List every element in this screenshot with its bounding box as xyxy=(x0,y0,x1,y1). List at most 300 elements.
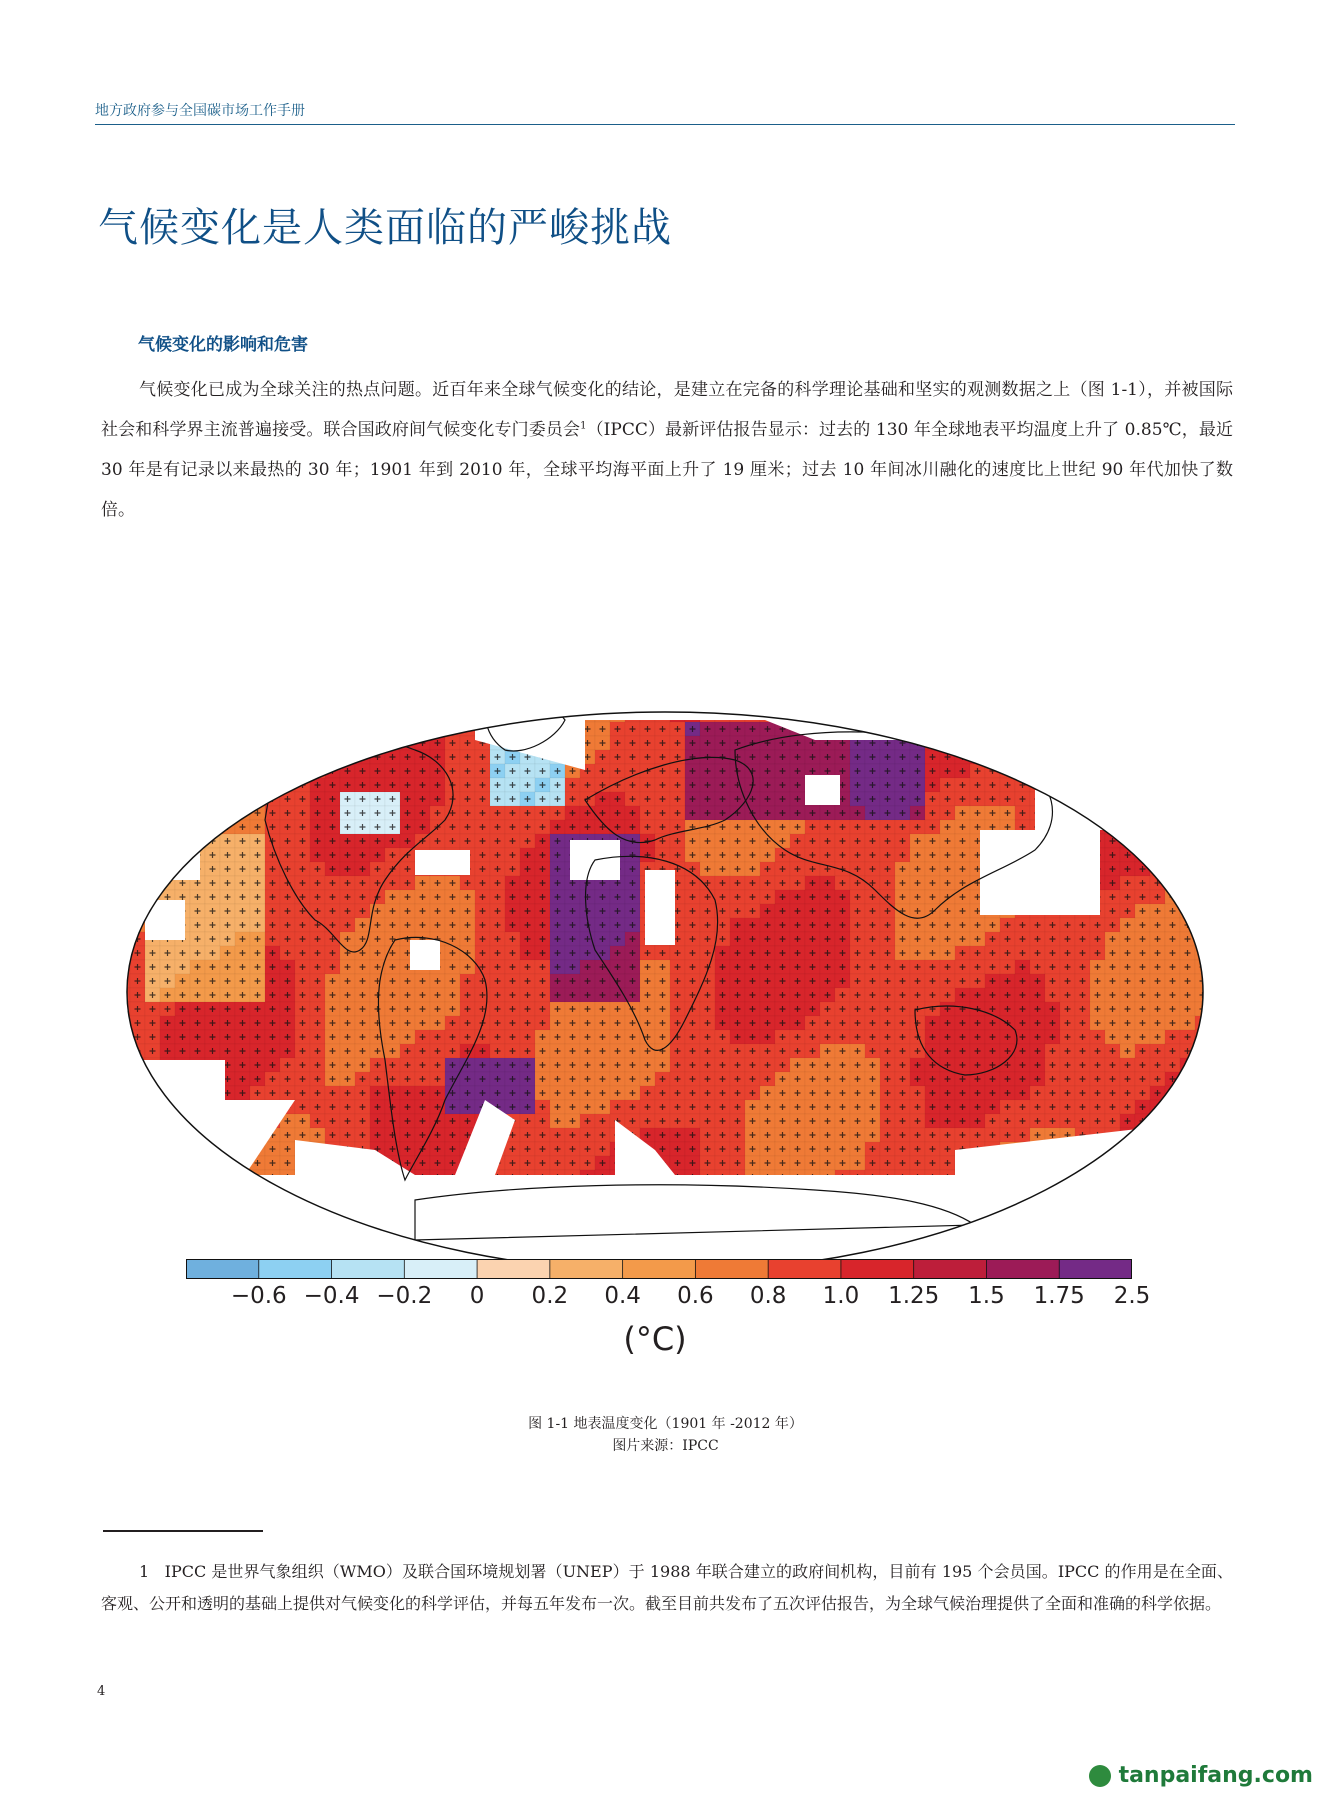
map-cell xyxy=(355,1240,370,1254)
map-cell xyxy=(700,680,715,694)
map-cell xyxy=(730,694,745,708)
map-cell xyxy=(1180,750,1195,764)
map-cell xyxy=(1180,862,1195,876)
map-cell xyxy=(1210,722,1215,736)
map-cell xyxy=(1120,1184,1135,1198)
map-cell xyxy=(325,736,340,750)
map-cell xyxy=(475,708,490,722)
map-cell xyxy=(625,694,640,708)
map-cell xyxy=(115,764,130,778)
map-cell xyxy=(220,1198,235,1212)
map-cell xyxy=(1210,834,1215,848)
map-cell xyxy=(265,680,280,694)
map-cell xyxy=(265,750,280,764)
map-cell xyxy=(1195,708,1210,722)
map-cell xyxy=(400,708,415,722)
map-cell xyxy=(355,722,370,736)
map-cell xyxy=(670,680,685,694)
map-cell xyxy=(1075,1198,1090,1212)
map-cell xyxy=(820,708,835,722)
map-cell xyxy=(1120,694,1135,708)
map-cell xyxy=(1210,988,1215,1002)
map-cell xyxy=(385,708,400,722)
map-cell xyxy=(145,680,160,694)
map-cell xyxy=(1165,764,1180,778)
map-cell xyxy=(1030,722,1045,736)
map-cell xyxy=(1060,764,1075,778)
map-cell xyxy=(295,1212,310,1226)
map-cell xyxy=(1105,764,1120,778)
map-cell xyxy=(190,1212,205,1226)
map-cell xyxy=(1150,1254,1165,1268)
map-cell xyxy=(445,680,460,694)
map-cell xyxy=(1195,792,1210,806)
map-cell xyxy=(325,694,340,708)
map-cell xyxy=(1135,1142,1150,1156)
map-cell xyxy=(265,764,280,778)
map-cell xyxy=(835,694,850,708)
map-cell xyxy=(1150,722,1165,736)
map-cell xyxy=(550,694,565,708)
map-cell xyxy=(1000,694,1015,708)
map-cell xyxy=(460,708,475,722)
leaf-logo-icon xyxy=(1089,1765,1111,1787)
map-cell xyxy=(1210,680,1215,694)
map-cell xyxy=(220,708,235,722)
legend-tick-label: 1.75 xyxy=(1033,1283,1085,1309)
map-cell xyxy=(205,1226,220,1240)
map-cell xyxy=(325,708,340,722)
legend-tick-label: 2.5 xyxy=(1113,1283,1151,1309)
map-cell xyxy=(235,722,250,736)
map-cell xyxy=(310,722,325,736)
map-cell xyxy=(1135,708,1150,722)
map-cell xyxy=(1075,708,1090,722)
map-cell xyxy=(1030,750,1045,764)
legend-unit: (°C) xyxy=(623,1320,687,1358)
map-cell xyxy=(1210,764,1215,778)
map-cell xyxy=(235,778,250,792)
map-cell xyxy=(1120,792,1135,806)
map-cell xyxy=(1195,1212,1210,1226)
map-cell xyxy=(1210,792,1215,806)
map-cell xyxy=(970,694,985,708)
map-cell xyxy=(415,708,430,722)
map-cell xyxy=(490,694,505,708)
map-cell xyxy=(1180,1142,1195,1156)
map-cell xyxy=(1195,862,1210,876)
map-cell xyxy=(1150,736,1165,750)
map-cell xyxy=(175,1198,190,1212)
map-cell xyxy=(175,1212,190,1226)
map-cell xyxy=(250,792,265,806)
map-cell xyxy=(1165,694,1180,708)
map-cell xyxy=(1030,764,1045,778)
map-cell xyxy=(970,1226,985,1240)
map-cell xyxy=(265,736,280,750)
map-cell xyxy=(895,694,910,708)
map-cell xyxy=(1210,1114,1215,1128)
map-cell xyxy=(235,792,250,806)
map-cell xyxy=(130,792,145,806)
map-cell xyxy=(115,1198,130,1212)
map-cell xyxy=(160,1142,175,1156)
map-cell xyxy=(205,778,220,792)
map-cell xyxy=(175,1184,190,1198)
map-cell xyxy=(1090,680,1105,694)
map-cell xyxy=(160,694,175,708)
map-cell xyxy=(1210,1198,1215,1212)
map-cell xyxy=(370,708,385,722)
map-cell xyxy=(940,680,955,694)
map-cell xyxy=(145,1170,160,1184)
map-cell xyxy=(205,1240,220,1254)
map-cell xyxy=(115,1184,130,1198)
map-cell xyxy=(1195,848,1210,862)
map-cell xyxy=(1030,694,1045,708)
map-cell xyxy=(1150,1170,1165,1184)
map-cell xyxy=(1135,778,1150,792)
map-cell xyxy=(295,736,310,750)
map-cell xyxy=(970,736,985,750)
map-cell xyxy=(1165,1142,1180,1156)
map-cell xyxy=(1210,890,1215,904)
map-cell xyxy=(1075,680,1090,694)
map-cell xyxy=(865,708,880,722)
map-cell xyxy=(1015,708,1030,722)
map-cell xyxy=(1120,1226,1135,1240)
map-cell xyxy=(280,750,295,764)
map-cell xyxy=(145,1254,160,1268)
map-cell xyxy=(115,1128,130,1142)
map-cell xyxy=(640,680,655,694)
map-cell xyxy=(265,722,280,736)
map-cell xyxy=(1180,1100,1195,1114)
map-cell xyxy=(280,1240,295,1254)
map-grid xyxy=(115,680,1215,1270)
map-cell xyxy=(175,708,190,722)
map-cell xyxy=(205,750,220,764)
map-cell xyxy=(205,1170,220,1184)
map-cell xyxy=(295,1240,310,1254)
map-cell xyxy=(565,694,580,708)
map-cell xyxy=(1150,1114,1165,1128)
legend-tick-label: 0 xyxy=(469,1283,485,1309)
map-cell xyxy=(130,1254,145,1268)
map-cell xyxy=(1195,1268,1210,1270)
map-cell xyxy=(925,680,940,694)
map-cell xyxy=(205,764,220,778)
map-cell xyxy=(1180,1240,1195,1254)
map-cell xyxy=(1180,834,1195,848)
map-cell xyxy=(415,680,430,694)
map-cell xyxy=(1150,806,1165,820)
map-cell xyxy=(370,1240,385,1254)
map-cell xyxy=(1030,736,1045,750)
map-cell xyxy=(1195,694,1210,708)
map-cell xyxy=(355,694,370,708)
map-cell xyxy=(1015,736,1030,750)
map-cell xyxy=(1015,694,1030,708)
map-cell xyxy=(490,708,505,722)
map-cell xyxy=(370,736,385,750)
map-cell xyxy=(175,806,190,820)
map-cell xyxy=(1180,1156,1195,1170)
map-cell xyxy=(115,1268,130,1270)
map-cell xyxy=(1210,1254,1215,1268)
map-cell xyxy=(250,722,265,736)
map-cell xyxy=(1000,1226,1015,1240)
map-cell xyxy=(1135,1184,1150,1198)
map-cell xyxy=(1105,750,1120,764)
map-cell xyxy=(1180,848,1195,862)
map-cell xyxy=(280,722,295,736)
map-cell xyxy=(145,778,160,792)
map-cell xyxy=(205,680,220,694)
map-cell xyxy=(115,736,130,750)
map-cell xyxy=(1090,1212,1105,1226)
map-cell xyxy=(1105,680,1120,694)
map-cell xyxy=(325,1226,340,1240)
map-cell xyxy=(1135,792,1150,806)
map-cell xyxy=(295,1226,310,1240)
map-cell xyxy=(1195,778,1210,792)
legend-swatch xyxy=(623,1259,696,1279)
map-cell xyxy=(1150,750,1165,764)
map-cell xyxy=(910,680,925,694)
map-cell xyxy=(1075,1226,1090,1240)
map-cell xyxy=(220,764,235,778)
map-cell xyxy=(160,1170,175,1184)
map-cell xyxy=(175,820,190,834)
map-cell xyxy=(175,778,190,792)
map-cell xyxy=(130,862,145,876)
legend-swatch xyxy=(477,1259,550,1279)
map-cell xyxy=(1210,1044,1215,1058)
map-cell xyxy=(160,778,175,792)
header-rule xyxy=(95,124,1235,125)
map-cell xyxy=(115,1044,130,1058)
map-cell xyxy=(1045,722,1060,736)
map-cell xyxy=(160,792,175,806)
map-cell xyxy=(205,1156,220,1170)
legend-tick-label: −0.6 xyxy=(230,1283,287,1309)
map-cell xyxy=(1030,1240,1045,1254)
map-cell xyxy=(115,778,130,792)
map-cell xyxy=(745,694,760,708)
map-cell xyxy=(985,1226,1000,1240)
map-cell xyxy=(190,806,205,820)
map-cell xyxy=(1210,708,1215,722)
map-cell xyxy=(250,1226,265,1240)
map-cell xyxy=(1165,834,1180,848)
map-cell xyxy=(235,694,250,708)
map-cell xyxy=(1195,1184,1210,1198)
map-cell xyxy=(1120,1240,1135,1254)
map-cell xyxy=(1150,848,1165,862)
map-cell xyxy=(1180,1198,1195,1212)
map-cell xyxy=(400,1240,415,1254)
map-cell xyxy=(160,722,175,736)
map-cell xyxy=(160,736,175,750)
map-cell xyxy=(115,1072,130,1086)
map-cell xyxy=(1165,1170,1180,1184)
map-cell xyxy=(940,1240,955,1254)
map-cell xyxy=(430,680,445,694)
map-cell xyxy=(145,708,160,722)
map-cell xyxy=(1090,708,1105,722)
map-cell xyxy=(460,694,475,708)
map-cell xyxy=(1180,1184,1195,1198)
map-cell xyxy=(685,680,700,694)
map-cell xyxy=(145,876,160,890)
map-cell xyxy=(955,708,970,722)
map-cell xyxy=(130,736,145,750)
map-cell xyxy=(1135,1212,1150,1226)
map-cell xyxy=(910,1240,925,1254)
map-cell xyxy=(145,1240,160,1254)
map-cell xyxy=(235,1170,250,1184)
map-cell xyxy=(160,834,175,848)
map-cell xyxy=(1120,764,1135,778)
map-cell xyxy=(1105,1184,1120,1198)
watermark[interactable] xyxy=(1089,1763,1313,1788)
map-cell xyxy=(1030,1212,1045,1226)
map-cell xyxy=(250,708,265,722)
map-cell xyxy=(670,694,685,708)
map-cell xyxy=(805,680,820,694)
map-cell xyxy=(610,680,625,694)
legend-swatch xyxy=(259,1259,332,1279)
map-cell xyxy=(310,1212,325,1226)
map-cell xyxy=(745,680,760,694)
map-cell xyxy=(1150,1128,1165,1142)
map-cell xyxy=(1195,890,1210,904)
map-cell xyxy=(520,694,535,708)
map-cell xyxy=(835,680,850,694)
map-cell xyxy=(130,764,145,778)
map-cell xyxy=(190,764,205,778)
map-cell xyxy=(1135,820,1150,834)
map-cell xyxy=(205,792,220,806)
map-cell xyxy=(160,862,175,876)
map-cell xyxy=(385,694,400,708)
map-cell xyxy=(1120,708,1135,722)
map-cell xyxy=(220,1212,235,1226)
map-cell xyxy=(1180,1114,1195,1128)
map-cell xyxy=(1060,1226,1075,1240)
map-cell xyxy=(1150,1240,1165,1254)
map-cell xyxy=(145,722,160,736)
map-cell xyxy=(1000,680,1015,694)
map-cell xyxy=(160,1128,175,1142)
map-cell xyxy=(145,1212,160,1226)
map-cell xyxy=(115,680,130,694)
map-cell xyxy=(145,1268,160,1270)
map-cell xyxy=(115,848,130,862)
map-cell xyxy=(1150,680,1165,694)
map-cell xyxy=(175,1226,190,1240)
map-cell xyxy=(1105,1198,1120,1212)
map-cell xyxy=(460,680,475,694)
map-cell xyxy=(250,764,265,778)
map-cell xyxy=(1030,680,1045,694)
map-cell xyxy=(250,1198,265,1212)
map-cell xyxy=(295,722,310,736)
map-cell xyxy=(1210,946,1215,960)
map-cell xyxy=(220,1170,235,1184)
map-cell xyxy=(130,750,145,764)
footnote-reference[interactable]: 1 xyxy=(580,420,587,432)
map-cell xyxy=(940,722,955,736)
map-cell xyxy=(1165,1156,1180,1170)
map-cell xyxy=(130,1184,145,1198)
map-cell xyxy=(1165,1114,1180,1128)
map-cell xyxy=(355,736,370,750)
map-cell xyxy=(1105,1212,1120,1226)
map-cell xyxy=(325,1240,340,1254)
map-cell xyxy=(130,778,145,792)
map-cell xyxy=(1090,736,1105,750)
map-cell xyxy=(160,1156,175,1170)
map-cell xyxy=(1210,820,1215,834)
map-cell xyxy=(1045,1226,1060,1240)
footnote-number: 1 xyxy=(139,1562,150,1581)
map-cell xyxy=(1210,904,1215,918)
map-cell xyxy=(280,680,295,694)
map-cell xyxy=(1210,694,1215,708)
map-cell xyxy=(655,694,670,708)
map-cell xyxy=(1135,1268,1150,1270)
map-cell xyxy=(1060,1184,1075,1198)
footnote-rule xyxy=(103,1530,263,1532)
map-cell xyxy=(1180,1226,1195,1240)
map-cell xyxy=(1120,1198,1135,1212)
figure-caption: 图 1-1 地表温度变化（1901 年 -2012 年） xyxy=(528,1416,803,1432)
map-cell xyxy=(775,680,790,694)
map-cell xyxy=(220,806,235,820)
map-cell xyxy=(1165,876,1180,890)
map-cell xyxy=(220,1184,235,1198)
map-cell xyxy=(925,708,940,722)
map-cell xyxy=(130,1170,145,1184)
legend-tick-label: 1.25 xyxy=(888,1283,940,1309)
map-cell xyxy=(130,1212,145,1226)
map-cell xyxy=(160,1226,175,1240)
map-cell xyxy=(865,680,880,694)
map-cell xyxy=(115,904,130,918)
map-cell xyxy=(220,792,235,806)
map-cell xyxy=(760,680,775,694)
map-cell xyxy=(1210,1100,1215,1114)
map-cell xyxy=(985,694,1000,708)
map-cell xyxy=(820,694,835,708)
map-cell xyxy=(160,1212,175,1226)
map-cell xyxy=(1135,1128,1150,1142)
map-cell xyxy=(1150,1198,1165,1212)
map-cell xyxy=(115,694,130,708)
map-cell xyxy=(115,1170,130,1184)
map-cell xyxy=(385,1240,400,1254)
map-cell xyxy=(1150,778,1165,792)
map-cell xyxy=(1180,736,1195,750)
map-cell xyxy=(1180,1268,1195,1270)
map-cell xyxy=(1210,932,1215,946)
map-cell xyxy=(1150,1268,1165,1270)
map-cell xyxy=(220,680,235,694)
map-cell xyxy=(1180,708,1195,722)
figure-source: 图片来源：IPCC xyxy=(612,1438,719,1454)
